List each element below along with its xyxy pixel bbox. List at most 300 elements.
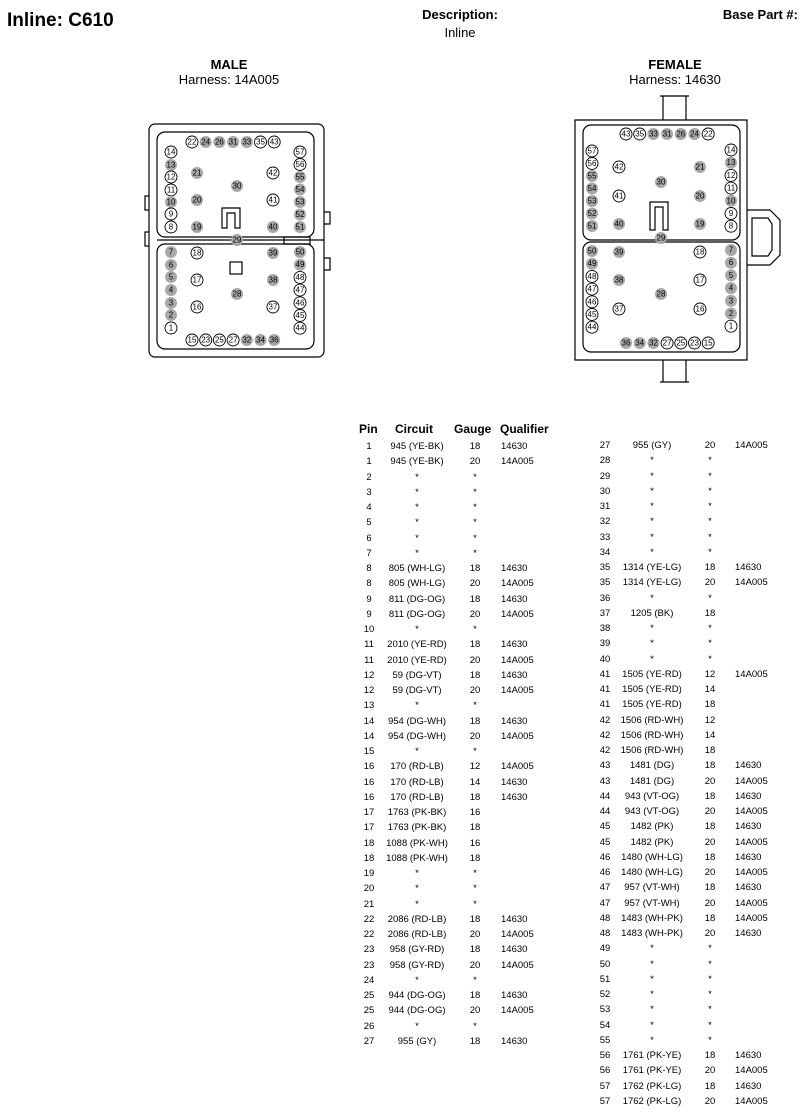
svg-text:25: 25 [214, 335, 224, 345]
svg-text:39: 39 [614, 247, 624, 257]
table-cell-gauge: * [708, 455, 712, 467]
svg-text:51: 51 [295, 222, 305, 232]
svg-text:6: 6 [168, 260, 174, 270]
table-cell-gauge: 18 [704, 562, 716, 573]
pin-57 [294, 146, 306, 158]
table-cell-gauge: 16 [469, 837, 481, 849]
base-part-label: Base Part #: [722, 7, 798, 22]
female-harness: Harness: 14630 [629, 72, 721, 87]
table-cell-qualifier: 14A005 [501, 608, 534, 620]
pin-26 [213, 136, 225, 148]
table-cell-pin: 10 [363, 624, 375, 635]
pin-29 [231, 234, 243, 246]
table-cell-gauge: 20 [704, 1065, 716, 1077]
pin-44 [586, 321, 598, 333]
table-cell-qualifier: 14630 [501, 441, 528, 452]
pin-43 [268, 136, 280, 148]
table-cell-circuit: 1481 (DG) [629, 760, 675, 772]
svg-text:51: 51 [587, 221, 597, 231]
table-cell-circuit: 2010 (YE-RD) [387, 639, 447, 651]
pin-37 [267, 301, 279, 313]
table-cell-gauge: * [708, 546, 712, 558]
table-cell-qualifier: 14A005 [501, 1005, 534, 1017]
svg-text:50: 50 [295, 247, 305, 257]
pin-10 [165, 196, 177, 208]
table-cell-qualifier: 14A005 [735, 1095, 768, 1107]
pin-1 [725, 320, 737, 332]
table-cell-circuit: 1506 (RD-WH) [620, 714, 684, 726]
svg-text:39: 39 [268, 248, 278, 258]
table-cell-qualifier: 14630 [501, 715, 528, 727]
table-cell-gauge: * [708, 1034, 712, 1046]
svg-text:46: 46 [295, 298, 305, 308]
table-cell-gauge: 20 [469, 929, 481, 940]
svg-text:20: 20 [192, 195, 202, 205]
table-cell-gauge: * [473, 1020, 477, 1032]
table-cell-circuit: * [415, 898, 419, 910]
table-cell-pin: 21 [363, 898, 375, 910]
table-cell-pin: 46 [599, 851, 611, 863]
pin-21 [191, 167, 203, 179]
table-cell-qualifier: 14630 [501, 990, 528, 1001]
svg-text:43: 43 [269, 137, 279, 147]
table-cell-gauge: 20 [469, 578, 481, 590]
table-cell-circuit: * [415, 883, 419, 895]
table-cell-circuit: * [650, 516, 654, 528]
table-cell-gauge: 20 [704, 577, 716, 589]
table-cell-qualifier: 14630 [735, 928, 762, 939]
table-cell-gauge: 18 [704, 851, 716, 863]
table-cell-qualifier: 14A005 [501, 654, 534, 666]
pin-50 [586, 245, 598, 257]
table-cell-pin: 17 [363, 822, 375, 834]
table-cell-pin: 12 [363, 685, 375, 696]
pin-6 [725, 257, 737, 269]
pin-31 [661, 128, 673, 140]
table-cell-pin: 54 [599, 1019, 611, 1031]
table-cell-gauge: 20 [469, 959, 481, 971]
table-cell-pin: 57 [599, 1080, 611, 1092]
pin-2 [725, 308, 737, 320]
table-cell-circuit: * [415, 868, 419, 879]
table-cell-pin: 49 [599, 943, 611, 955]
table-cell-circuit: 945 (YE-BK) [390, 456, 444, 468]
table-cell-gauge: * [708, 989, 712, 1000]
svg-text:35: 35 [256, 137, 265, 147]
table-cell-circuit: * [415, 471, 419, 483]
table-cell-qualifier: 14630 [501, 669, 528, 681]
table-cell-gauge: 20 [469, 1005, 481, 1017]
pin-33 [241, 136, 253, 148]
svg-text:1: 1 [728, 321, 734, 331]
table-cell-circuit: 1506 (RD-WH) [620, 745, 684, 756]
svg-text:3: 3 [728, 296, 734, 306]
svg-text:7: 7 [728, 245, 734, 255]
svg-text:40: 40 [614, 219, 624, 229]
svg-text:40: 40 [268, 222, 278, 232]
pin-11 [725, 182, 737, 194]
table-cell-circuit: 944 (DG-OG) [388, 990, 446, 1001]
pin-40 [613, 218, 625, 230]
svg-text:9: 9 [168, 209, 174, 219]
pin-3 [165, 297, 177, 309]
svg-text:41: 41 [268, 195, 278, 205]
pin-32 [647, 337, 659, 349]
table-cell-circuit: * [415, 700, 419, 712]
table-cell-qualifier: 14A005 [501, 578, 534, 590]
table-cell-circuit: 170 (RD-LB) [390, 761, 444, 773]
pin-56 [294, 159, 306, 171]
table-cell-gauge: 20 [704, 867, 716, 878]
pin-50 [294, 246, 306, 258]
pin-43 [620, 128, 632, 140]
table-cell-pin: 13 [363, 700, 375, 712]
table-cell-pin: 19 [363, 868, 375, 879]
table-cell-circuit: 1505 (YE-RD) [622, 684, 682, 695]
table-cell-circuit: 1761 (PK-YE) [622, 1050, 682, 1061]
table-cell-pin: 18 [363, 852, 375, 864]
pin-13 [165, 159, 177, 171]
pin-1 [165, 322, 177, 334]
svg-text:11: 11 [726, 183, 736, 193]
table-cell-pin: 45 [599, 821, 611, 833]
table-cell-gauge: 18 [469, 822, 481, 834]
table-cell-pin: 24 [363, 974, 375, 986]
table-cell-gauge: 18 [704, 760, 716, 772]
pin-19 [694, 218, 706, 230]
pin-17 [694, 274, 706, 286]
table-cell-circuit: 954 (DG-WH) [387, 715, 447, 727]
pin-12 [165, 171, 177, 183]
table-cell-gauge: * [708, 516, 712, 528]
svg-text:7: 7 [168, 247, 174, 257]
table-cell-gauge: * [473, 746, 477, 757]
table-cell-gauge: * [708, 531, 712, 543]
table-cell-pin: 55 [599, 1034, 611, 1046]
svg-text:27: 27 [228, 335, 238, 345]
table-cell-pin: 12 [363, 669, 375, 681]
svg-text:56: 56 [587, 159, 597, 168]
svg-text:28: 28 [232, 289, 242, 299]
svg-text:5: 5 [168, 272, 174, 282]
table-cell-pin: 4 [366, 502, 372, 513]
table-cell-circuit: 805 (WH-LG) [388, 563, 446, 574]
svg-text:2: 2 [168, 310, 174, 320]
pin-56 [586, 158, 598, 170]
table-cell-circuit: * [650, 653, 654, 665]
table-cell-gauge: 18 [704, 1050, 716, 1061]
svg-text:16: 16 [695, 304, 705, 314]
svg-text:15: 15 [703, 338, 713, 348]
table-cell-circuit: 1506 (RD-WH) [620, 729, 684, 741]
table-cell-circuit: * [650, 989, 654, 1000]
table-cell-gauge: * [708, 485, 712, 497]
pin-31 [227, 136, 239, 148]
table-cell-circuit: 1483 (WH-PK) [621, 912, 683, 924]
pin-15 [702, 337, 714, 349]
svg-text:1: 1 [168, 323, 174, 333]
table-cell-qualifier: 14A005 [501, 959, 534, 971]
female-pin-layer [586, 128, 737, 349]
table-cell-circuit: 59 (DG-VT) [392, 669, 442, 681]
table-cell-circuit: 1482 (PK) [630, 821, 674, 833]
pin-25 [675, 337, 687, 349]
pin-34 [255, 334, 267, 346]
pin-27 [661, 337, 673, 349]
table-cell-gauge: * [708, 973, 712, 985]
table-cell-pin: 48 [599, 912, 611, 924]
pin-41 [613, 190, 625, 202]
table-cell-qualifier: 14630 [501, 944, 528, 956]
pin-55 [294, 171, 306, 183]
svg-text:47: 47 [587, 284, 597, 294]
table-cell-gauge: * [473, 502, 477, 513]
svg-text:38: 38 [614, 275, 624, 285]
table-cell-qualifier: 14630 [735, 562, 762, 573]
pin-3 [725, 295, 737, 307]
pin-11 [165, 184, 177, 196]
table-cell-gauge: * [473, 547, 477, 559]
table-cell-pin: 31 [599, 501, 611, 512]
table-cell-pin: 9 [366, 593, 372, 605]
column-header-qualifier: Qualifier [500, 422, 549, 436]
table-cell-pin: 25 [363, 990, 375, 1001]
svg-text:52: 52 [295, 210, 305, 219]
table-cell-circuit: 943 (VT-OG) [624, 806, 680, 817]
pin-47 [294, 284, 306, 296]
column-header-circuit: Circuit [395, 422, 434, 436]
table-cell-circuit: 811 (DG-OG) [388, 593, 446, 605]
pin-19 [191, 221, 203, 233]
table-cell-gauge: 20 [704, 806, 716, 817]
table-cell-gauge: * [708, 623, 712, 634]
table-cell-circuit: 1505 (YE-RD) [622, 668, 682, 680]
svg-text:19: 19 [192, 222, 202, 232]
table-cell-circuit: 2086 (RD-LB) [387, 913, 447, 925]
table-cell-qualifier: 14630 [501, 593, 528, 605]
table-cell-circuit: * [415, 486, 419, 498]
table-cell-gauge: * [708, 1019, 712, 1031]
table-cell-qualifier: 14630 [735, 882, 762, 894]
pin-46 [586, 296, 598, 308]
table-cell-pin: 6 [366, 532, 372, 544]
table-cell-qualifier: 14A005 [735, 577, 768, 589]
table-cell-gauge: 18 [704, 882, 716, 894]
svg-text:29: 29 [656, 233, 666, 243]
svg-text:47: 47 [295, 285, 305, 295]
table-cell-gauge: 18 [704, 912, 716, 924]
svg-text:48: 48 [295, 272, 305, 282]
table-cell-circuit: 811 (DG-OG) [388, 608, 446, 620]
pin-36 [620, 337, 632, 349]
table-cell-circuit: 170 (RD-LB) [390, 776, 444, 788]
pin-17 [191, 274, 203, 286]
table-cell-gauge: 18 [469, 990, 481, 1001]
pin-45 [586, 309, 598, 321]
table-cell-circuit: * [415, 1020, 419, 1032]
pin-7 [725, 244, 737, 256]
table-cell-qualifier: 14630 [735, 1080, 762, 1092]
table-cell-pin: 48 [599, 928, 611, 939]
table-cell-circuit: * [650, 531, 654, 543]
male-label: MALE [210, 57, 248, 72]
table-cell-circuit: 1314 (YE-LG) [622, 562, 682, 573]
table-cell-circuit: * [415, 502, 419, 513]
male-harness: Harness: 14A005 [178, 72, 280, 87]
pin-5 [725, 269, 737, 281]
pin-27 [227, 334, 239, 346]
pin-20 [191, 194, 203, 206]
pin-22 [186, 136, 198, 148]
table-cell-qualifier: 14A005 [501, 929, 534, 940]
table-cell-pin: 8 [366, 578, 372, 590]
table-cell-circuit: 955 (GY) [397, 1035, 437, 1047]
pin-49 [294, 259, 306, 271]
table-cell-pin: 32 [599, 516, 611, 528]
table-cell-qualifier: 14A005 [501, 730, 534, 742]
pin-57 [586, 145, 598, 157]
table-cell-gauge: 18 [704, 745, 716, 756]
table-cell-circuit: 958 (GY-RD) [389, 959, 445, 971]
table-cell-pin: 15 [363, 746, 375, 757]
table-cell-circuit: * [650, 943, 654, 955]
table-cell-circuit: * [650, 1034, 654, 1046]
table-cell-gauge: 12 [469, 761, 481, 773]
table-cell-pin: 56 [599, 1050, 611, 1061]
svg-text:38: 38 [268, 275, 278, 285]
table-cell-circuit: 1088 (PK-WH) [386, 852, 448, 864]
pin-15 [186, 334, 198, 346]
table-cell-circuit: 1088 (PK-WH) [386, 837, 448, 849]
pin-51 [586, 220, 598, 232]
pin-32 [241, 334, 253, 346]
svg-text:31: 31 [662, 129, 672, 139]
svg-text:45: 45 [295, 311, 305, 320]
table-cell-gauge: 18 [469, 669, 481, 681]
svg-text:23: 23 [690, 338, 699, 348]
table-cell-circuit: * [415, 746, 419, 757]
svg-text:46: 46 [587, 297, 597, 307]
table-cell-pin: 43 [599, 760, 611, 772]
page-title: Inline: C610 [7, 10, 114, 31]
table-cell-pin: 2 [366, 471, 372, 483]
table-cell-pin: 20 [363, 883, 375, 895]
pin-7 [165, 246, 177, 258]
table-cell-circuit: 1762 (PK-LG) [622, 1095, 682, 1107]
svg-text:13: 13 [166, 160, 176, 170]
table-cell-circuit: * [650, 470, 654, 482]
svg-text:36: 36 [269, 335, 279, 345]
table-cell-circuit: 957 (VT-WH) [624, 897, 680, 909]
svg-text:50: 50 [587, 246, 597, 256]
pin-21 [694, 161, 706, 173]
svg-text:27: 27 [662, 338, 672, 348]
table-cell-pin: 18 [363, 837, 375, 849]
svg-text:52: 52 [587, 209, 597, 218]
table-cell-pin: 22 [363, 913, 375, 925]
pin-18 [191, 247, 203, 259]
table-cell-circuit: 1505 (YE-RD) [622, 699, 682, 711]
pin-54 [294, 184, 306, 196]
table-cell-gauge: * [473, 471, 477, 483]
table-cell-circuit: 1762 (PK-LG) [622, 1080, 682, 1092]
pin-34 [634, 337, 646, 349]
table-cell-gauge: 20 [469, 608, 481, 620]
svg-text:4: 4 [728, 283, 734, 293]
svg-text:55: 55 [295, 172, 305, 182]
table-cell-gauge: * [473, 898, 477, 910]
table-cell-gauge: * [708, 638, 712, 650]
table-cell-pin: 41 [599, 684, 611, 695]
table-cell-gauge: 18 [469, 791, 481, 803]
pin-53 [586, 195, 598, 207]
table-cell-pin: 41 [599, 699, 611, 711]
pin-4 [725, 282, 737, 294]
table-cell-gauge: 14 [704, 684, 716, 695]
table-cell-circuit: 954 (DG-WH) [387, 730, 447, 742]
table-cell-gauge: 20 [469, 654, 481, 666]
table-cell-pin: 57 [599, 1095, 611, 1107]
pin-9 [165, 208, 177, 220]
table-cell-gauge: 20 [704, 775, 716, 787]
table-cell-gauge: 20 [704, 440, 716, 451]
table-cell-pin: 9 [366, 608, 372, 620]
table-cell-pin: 16 [363, 761, 375, 773]
pin-39 [613, 246, 625, 258]
table-cell-gauge: 18 [469, 441, 481, 452]
table-cell-pin: 14 [363, 730, 375, 742]
table-cell-pin: 47 [599, 882, 611, 894]
svg-text:53: 53 [295, 197, 305, 207]
table-cell-circuit: 943 (VT-OG) [624, 790, 680, 802]
table-cell-circuit: * [650, 958, 654, 970]
table-cell-pin: 41 [599, 668, 611, 680]
svg-text:17: 17 [192, 275, 202, 285]
svg-text:42: 42 [614, 162, 624, 172]
table-cell-circuit: 1480 (WH-LG) [621, 867, 683, 878]
svg-text:33: 33 [242, 137, 252, 147]
table-cell-circuit: * [415, 974, 419, 986]
table-cell-gauge: * [473, 517, 477, 529]
table-cell-circuit: 1761 (PK-YE) [622, 1065, 682, 1077]
table-cell-circuit: * [650, 973, 654, 985]
table-cell-qualifier: 14A005 [735, 897, 768, 909]
svg-text:44: 44 [587, 322, 597, 332]
table-cell-gauge: 12 [704, 668, 716, 680]
table-cell-pin: 5 [366, 517, 372, 529]
pin-55 [586, 170, 598, 182]
svg-text:24: 24 [690, 129, 699, 139]
table-cell-pin: 22 [363, 929, 375, 940]
table-cell-circuit: * [415, 517, 419, 529]
table-cell-gauge: 18 [704, 821, 716, 833]
table-cell-pin: 16 [363, 776, 375, 788]
svg-text:49: 49 [295, 260, 305, 270]
table-cell-qualifier: 14A005 [501, 761, 534, 773]
svg-text:49: 49 [587, 259, 597, 269]
table-cell-gauge: * [708, 653, 712, 665]
pin-6 [165, 259, 177, 271]
table-cell-circuit: 170 (RD-LB) [390, 791, 444, 803]
pin-29 [655, 232, 667, 244]
pin-44 [294, 322, 306, 334]
table-cell-pin: 42 [599, 745, 611, 756]
svg-text:14: 14 [166, 147, 176, 157]
table-cell-gauge: 20 [704, 928, 716, 939]
svg-text:8: 8 [728, 221, 734, 231]
table-cell-qualifier: 14A005 [501, 456, 534, 468]
table-cell-circuit: * [650, 1004, 654, 1016]
